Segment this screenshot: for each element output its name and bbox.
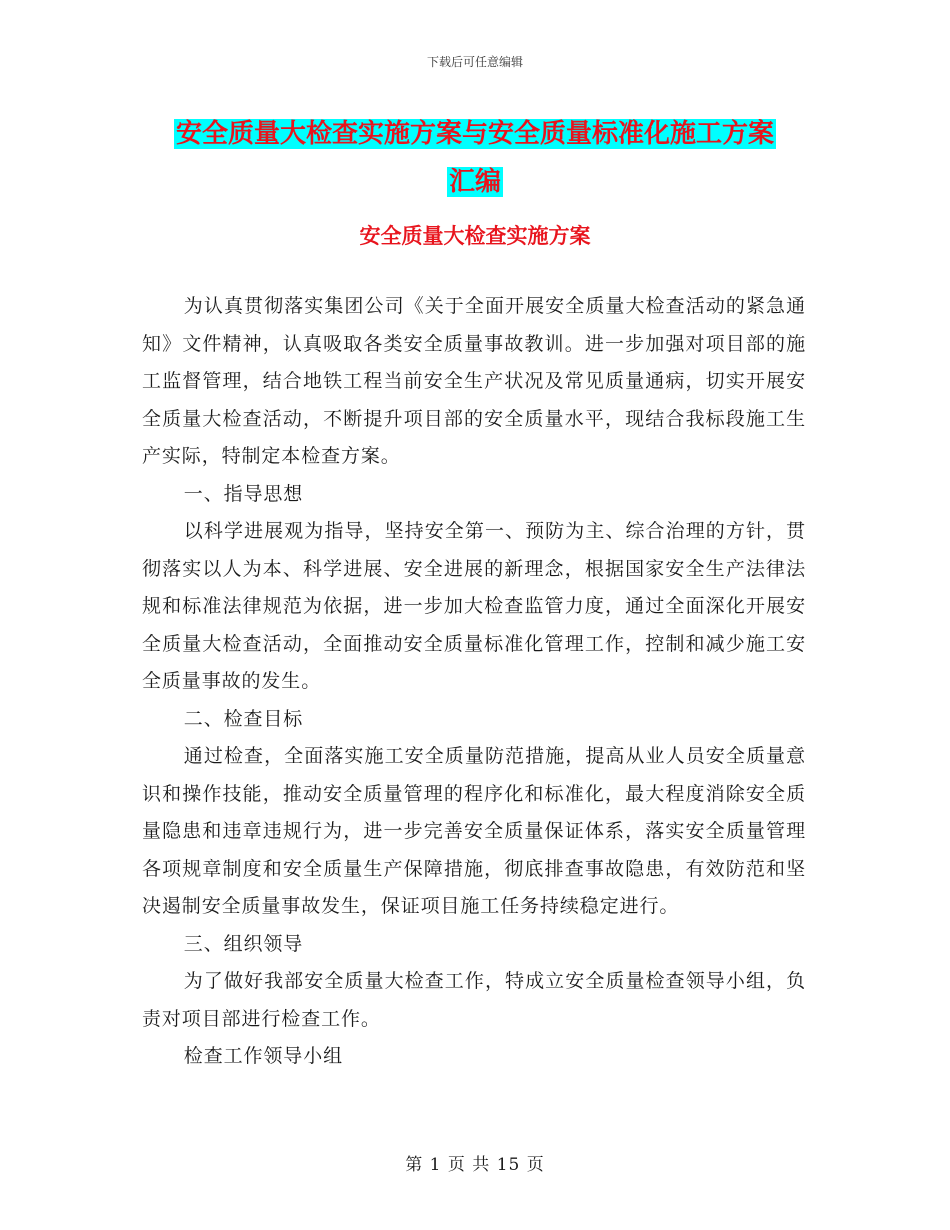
document-body [142, 288, 806, 1076]
paragraph-leading-group: 检查工作领导小组 [183, 1045, 343, 1067]
section-title: 安全质量大检查实施方案 [359, 224, 591, 248]
paragraph-intro: 为认真贯彻落实集团公司《关于全面开展安全质量大检查活动的紧急通知》文件精神，认真吸取各类安全质量事故教训。进一步加强对项目部的施工监督管理，结合地铁工程当前安全生产状况及常见质量通病，切实开展安全质量大检查活动，不断提升项目部的安全质量水平，现结合我标段施工生产实际，特制定本检查方案。 [142, 295, 806, 467]
heading-inspection-goals: 二、检查目标 [183, 707, 304, 730]
document-title-line-2: 汇编 [448, 167, 501, 197]
heading-organization: 三、组织领导 [183, 932, 304, 955]
document-title-line-1: 安全质量大检查实施方案与安全质量标准化施工方案 [175, 119, 774, 149]
paragraph-inspection-goals: 通过检查，全面落实施工安全质量防范措施，提高从业人员安全质量意识和操作技能，推动安全质量管理的程序化和标准化，最大程度消除安全质量隐患和违章违规行为，进一步完善安全质量保证体系，落实安全质量管理各项规章制度和安全质量生产保障措施，彻底排查事故隐患，有效防范和坚决遏制安全质量事故发生，保证项目施工任务持续稳定进行。 [142, 745, 806, 917]
paragraph-organization: 为了做好我部安全质量大检查工作，特成立安全质量检查领导小组，负责对项目部进行检查工作。 [142, 970, 806, 1030]
document-title [140, 110, 810, 206]
paragraph-guiding-ideology: 以科学进展观为指导，坚持安全第一、预防为主、综合治理的方针，贯彻落实以人为本、科学进展、安全进展的新理念，根据国家安全生产法律法规和标准法律规范为依据，进一步加大检查监管力度，通过全面深化开展安全质量大检查活动，全面推动安全质量标准化管理工作，控制和减少施工安全质量事故的发生。 [142, 520, 806, 692]
page-header-note: 下载后可任意编辑 [426, 55, 523, 69]
page-footer-number: 第 1 页 共 15 页 [405, 1155, 545, 1175]
heading-guiding-ideology: 一、指导思想 [183, 482, 304, 505]
